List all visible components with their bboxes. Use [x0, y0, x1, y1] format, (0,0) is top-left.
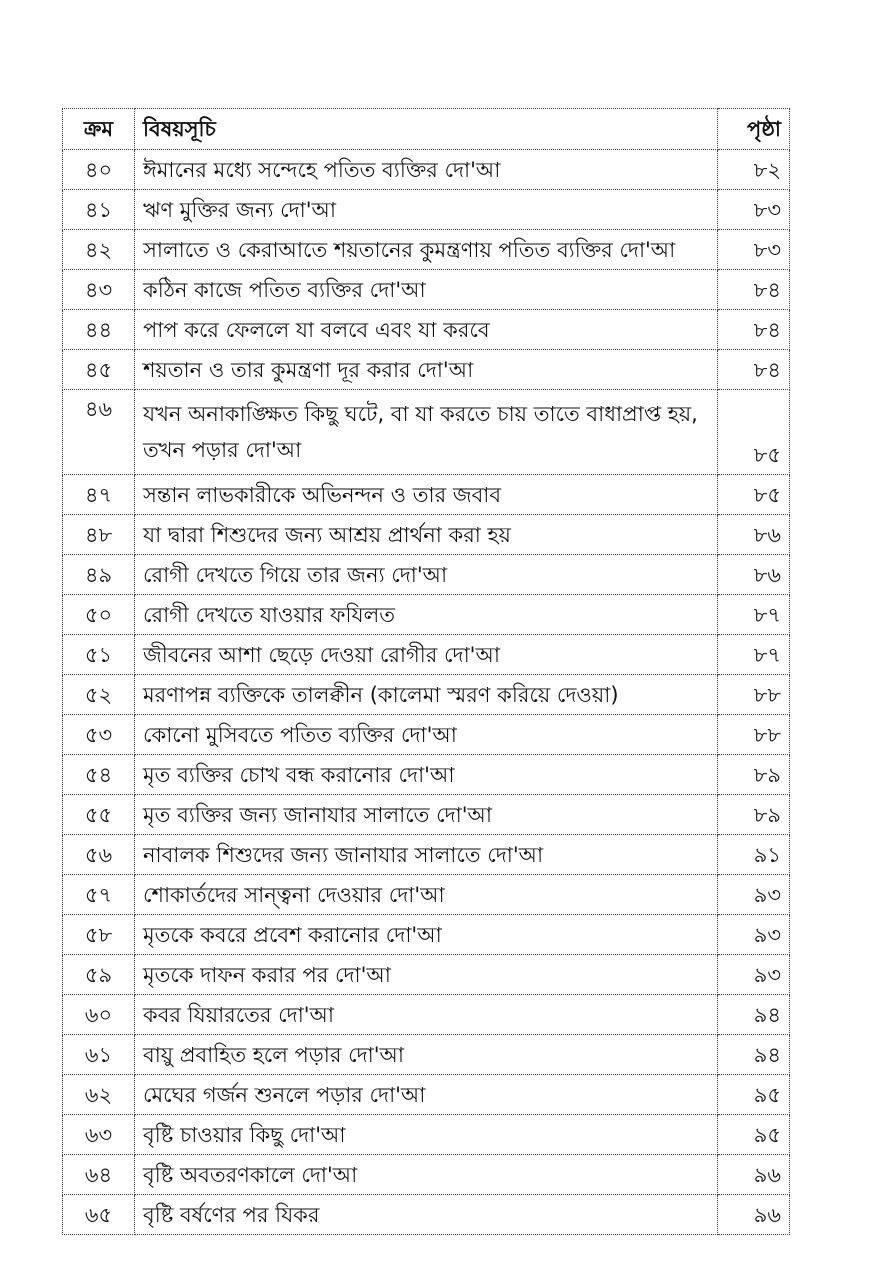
- row-serial: ৫৩: [63, 715, 135, 755]
- row-page: ৮৪: [718, 350, 790, 390]
- row-page: ৮৭: [718, 595, 790, 635]
- table-of-contents: [62, 108, 790, 1235]
- table-row: [63, 595, 790, 635]
- row-serial: ৪১: [63, 190, 135, 230]
- table-row: [63, 715, 790, 755]
- row-serial: ৫৬: [63, 835, 135, 875]
- table-row: [63, 635, 790, 675]
- row-page: ৮৪: [718, 270, 790, 310]
- row-serial: ৫০: [63, 595, 135, 635]
- row-topic: মরণাপন্ন ব্যক্তিকে তালক্বীন (কালেমা স্মরণ করিয়ে দেওয়া): [135, 675, 718, 715]
- row-serial: ৪৮: [63, 515, 135, 555]
- row-page: ৮৩: [718, 190, 790, 230]
- row-topic: রোগী দেখতে যাওয়ার ফযিলত: [135, 595, 718, 635]
- row-topic: সন্তান লাভকারীকে অভিনন্দন ও তার জবাব: [135, 475, 718, 515]
- row-serial: ৫৭: [63, 875, 135, 915]
- header-serial: ক্রম: [63, 109, 135, 150]
- table-row: [63, 350, 790, 390]
- table-row: [63, 1115, 790, 1155]
- table-row: [63, 835, 790, 875]
- row-serial: ৫৮: [63, 915, 135, 955]
- row-page: ৯৩: [718, 955, 790, 995]
- table-row: [63, 795, 790, 835]
- table-row: [63, 915, 790, 955]
- row-page: ৯১: [718, 835, 790, 875]
- row-topic: যা দ্বারা শিশুদের জন্য আশ্রয় প্রার্থনা করা হয়: [135, 515, 718, 555]
- row-topic: পাপ করে ফেললে যা বলবে এবং যা করবে: [135, 310, 718, 350]
- table-row: [63, 390, 790, 475]
- row-topic: রোগী দেখতে গিয়ে তার জন্য দো'আ: [135, 555, 718, 595]
- row-topic: বৃষ্টি বর্ষণের পর যিকর: [135, 1195, 718, 1235]
- row-topic: শয়তান ও তার কুমন্ত্রণা দূর করার দো'আ: [135, 350, 718, 390]
- row-serial: ৬০: [63, 995, 135, 1035]
- row-topic: নাবালক শিশুদের জন্য জানাযার সালাতে দো'আ: [135, 835, 718, 875]
- row-serial: ৪৫: [63, 350, 135, 390]
- row-serial: ৫১: [63, 635, 135, 675]
- row-serial: ৪৩: [63, 270, 135, 310]
- row-serial: ৫৪: [63, 755, 135, 795]
- row-page: ৮৬: [718, 515, 790, 555]
- row-page: ৮৮: [718, 715, 790, 755]
- row-page: ৮২: [718, 150, 790, 190]
- row-serial: ৪৭: [63, 475, 135, 515]
- row-topic: বৃষ্টি অবতরণকালে দো'আ: [135, 1155, 718, 1195]
- row-page: ৮৫: [718, 390, 790, 475]
- table-row: [63, 755, 790, 795]
- row-serial: ৪৬: [63, 390, 135, 475]
- row-page: ৯৫: [718, 1075, 790, 1115]
- row-serial: ৪২: [63, 230, 135, 270]
- row-topic: কঠিন কাজে পতিত ব্যক্তির দো'আ: [135, 270, 718, 310]
- row-topic: মৃত ব্যক্তির চোখ বন্ধ করানোর দো'আ: [135, 755, 718, 795]
- row-serial: ৪০: [63, 150, 135, 190]
- table-row: [63, 995, 790, 1035]
- row-serial: ৫৯: [63, 955, 135, 995]
- table-row: [63, 515, 790, 555]
- table-row: [63, 1075, 790, 1115]
- row-page: ৮৬: [718, 555, 790, 595]
- row-topic: বৃষ্টি চাওয়ার কিছু দো'আ: [135, 1115, 718, 1155]
- row-page: ৮৪: [718, 310, 790, 350]
- row-page: ৮৮: [718, 675, 790, 715]
- row-serial: ৬৪: [63, 1155, 135, 1195]
- row-page: ৯৫: [718, 1115, 790, 1155]
- row-serial: ৬২: [63, 1075, 135, 1115]
- row-topic: যখন অনাকাঙ্ক্ষিত কিছু ঘটে, বা যা করতে চায় তাতে বাধাপ্রাপ্ত হয়, তখন পড়ার দো'আ: [135, 390, 718, 475]
- row-topic: কোনো মুসিবতে পতিত ব্যক্তির দো'আ: [135, 715, 718, 755]
- row-page: ৯৬: [718, 1155, 790, 1195]
- row-topic: বায়ু প্রবাহিত হলে পড়ার দো'আ: [135, 1035, 718, 1075]
- table-row: [63, 310, 790, 350]
- table-row: [63, 875, 790, 915]
- row-topic: ঋণ মুক্তির জন্য দো'আ: [135, 190, 718, 230]
- row-topic: মেঘের গর্জন শুনলে পড়ার দো'আ: [135, 1075, 718, 1115]
- row-page: ৯৬: [718, 1195, 790, 1235]
- row-topic: শোকার্তদের সান্ত্বনা দেওয়ার দো'আ: [135, 875, 718, 915]
- row-serial: ৪৪: [63, 310, 135, 350]
- table-body: [63, 150, 790, 1235]
- table-row: [63, 1195, 790, 1235]
- row-page: ৮৭: [718, 635, 790, 675]
- row-topic: মৃতকে কবরে প্রবেশ করানোর দো'আ: [135, 915, 718, 955]
- row-topic: মৃতকে দাফন করার পর দো'আ: [135, 955, 718, 995]
- row-topic: মৃত ব্যক্তির জন্য জানাযার সালাতে দো'আ: [135, 795, 718, 835]
- row-serial: ৬১: [63, 1035, 135, 1075]
- table-row: [63, 1155, 790, 1195]
- table-row: [63, 555, 790, 595]
- row-topic: ঈমানের মধ্যে সন্দেহে পতিত ব্যক্তির দো'আ: [135, 150, 718, 190]
- table-row: [63, 475, 790, 515]
- row-page: ৮৩: [718, 230, 790, 270]
- row-serial: ৬৩: [63, 1115, 135, 1155]
- row-page: ৯৩: [718, 875, 790, 915]
- row-page: ৯৪: [718, 995, 790, 1035]
- row-serial: ৪৯: [63, 555, 135, 595]
- row-topic: সালাতে ও কেরাআতে শয়তানের কুমন্ত্রণায় পতিত ব্যক্তির দো'আ: [135, 230, 718, 270]
- table-header-row: [63, 109, 790, 150]
- table-row: [63, 1035, 790, 1075]
- row-topic: কবর যিয়ারতের দো'আ: [135, 995, 718, 1035]
- table-row: [63, 150, 790, 190]
- row-serial: ৫৫: [63, 795, 135, 835]
- row-page: ৮৯: [718, 755, 790, 795]
- row-page: ৮৫: [718, 475, 790, 515]
- row-page: ৯৪: [718, 1035, 790, 1075]
- header-page: পৃষ্ঠা: [718, 109, 790, 150]
- table-row: [63, 270, 790, 310]
- row-topic: জীবনের আশা ছেড়ে দেওয়া রোগীর দো'আ: [135, 635, 718, 675]
- row-serial: ৫২: [63, 675, 135, 715]
- table-row: [63, 955, 790, 995]
- header-topic: বিষয়সূচি: [135, 109, 718, 150]
- row-page: ৯৩: [718, 915, 790, 955]
- table-row: [63, 190, 790, 230]
- table-row: [63, 675, 790, 715]
- row-serial: ৬৫: [63, 1195, 135, 1235]
- table-row: [63, 230, 790, 270]
- row-page: ৮৯: [718, 795, 790, 835]
